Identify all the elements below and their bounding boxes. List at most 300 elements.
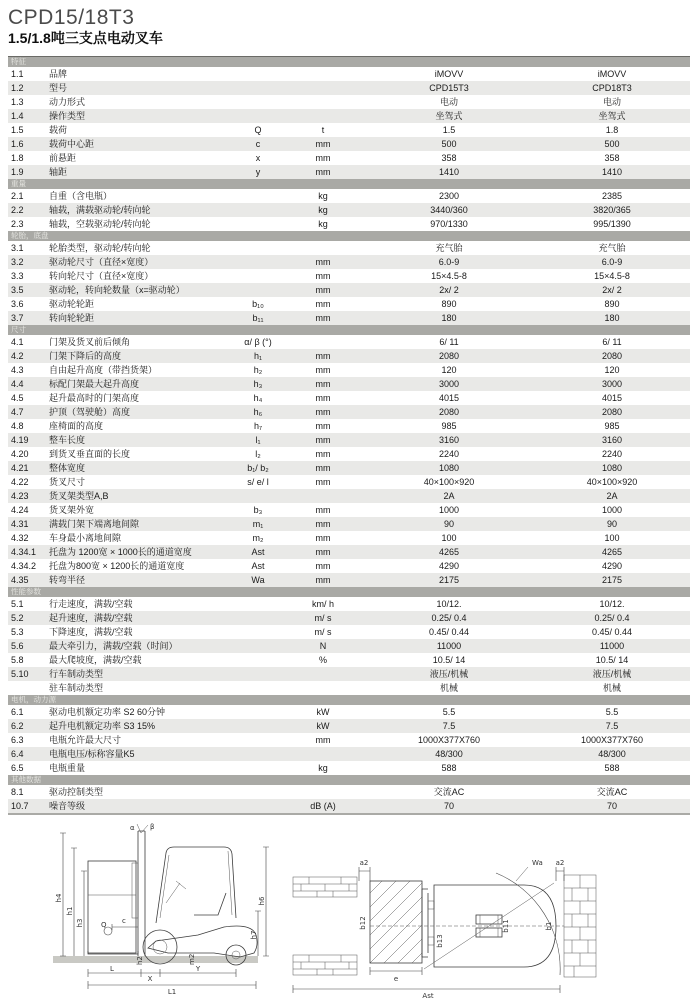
cell-v1: 890 <box>441 299 457 309</box>
cell-v1: iMOVV <box>434 69 464 79</box>
cell-no: 1.2 <box>11 83 24 93</box>
cell-label: 电瓶电压/标称容量K5 <box>49 749 135 759</box>
cell-no: 4.8 <box>11 421 24 431</box>
cell-v1: 2240 <box>438 449 460 459</box>
cell-label: 行车制动类型 <box>49 669 104 679</box>
cell-v2: 1080 <box>601 463 623 473</box>
dim-label-alpha: α <box>130 824 135 832</box>
cell-unit <box>287 241 359 255</box>
cell-v1: 180 <box>441 313 457 323</box>
cell-unit: mm <box>315 575 331 585</box>
cell-symbol <box>229 269 287 283</box>
cell-v1: 10.5/ 14 <box>432 655 466 665</box>
cell-label: 货叉尺寸 <box>49 477 86 487</box>
cell-unit: mm <box>315 547 331 557</box>
cell-no: 4.3 <box>11 365 24 375</box>
cell-no: 4.23 <box>11 491 29 501</box>
cell-label: 整车长度 <box>49 435 86 445</box>
cell-v2: 7.5 <box>605 721 619 731</box>
cell-label: 驱动轮尺寸（直径×宽度） <box>49 257 154 267</box>
cell-unit: kW <box>316 721 330 731</box>
cell-unit <box>287 67 359 81</box>
cell-label: 电瓶重量 <box>49 763 86 773</box>
cell-no: 6.4 <box>11 749 24 759</box>
spec-row <box>8 653 690 667</box>
cell-unit: mm <box>315 153 331 163</box>
spec-row <box>8 349 690 363</box>
cell-v2: 充气胎 <box>598 243 626 253</box>
cell-label: 轮胎类型，驱动轮/转向轮 <box>49 243 151 253</box>
cell-v2: 4265 <box>601 547 623 557</box>
cell-no: 1.5 <box>11 125 24 135</box>
cell-v2: iMOVV <box>597 69 627 79</box>
cell-unit: mm <box>315 365 331 375</box>
cell-v2: 2080 <box>601 407 623 417</box>
cell-v1: 交流AC <box>433 787 465 797</box>
cell-symbol: h₂ <box>253 365 263 375</box>
cell-v2: 2x/ 2 <box>602 285 622 295</box>
cell-no: 1.4 <box>11 111 24 121</box>
spec-table <box>8 56 690 815</box>
cell-unit: t <box>321 125 325 135</box>
cell-label: 载荷中心距 <box>49 139 95 149</box>
cell-no: 3.2 <box>11 257 24 267</box>
cell-v1: 48/300 <box>435 749 463 759</box>
dim-label-a2-left: a2 <box>359 859 369 867</box>
cell-label: 品牌 <box>49 69 68 79</box>
cell-symbol <box>229 733 287 747</box>
spec-row <box>8 597 690 611</box>
spec-row <box>8 297 690 311</box>
cell-v1: 0.45/ 0.44 <box>428 627 470 637</box>
cell-v1: 7.5 <box>442 721 456 731</box>
dim-label-m2: m2 <box>188 953 196 965</box>
cell-v2: 6/ 11 <box>602 337 622 347</box>
cell-label: 起升速度，满载/空载 <box>49 613 133 623</box>
cell-v2: 交流AC <box>596 787 628 797</box>
cell-v2: 1000X377X760 <box>580 735 644 745</box>
cell-v2: 588 <box>604 763 620 773</box>
cell-label: 自由起升高度（带挡货架） <box>49 365 158 375</box>
cell-unit: mm <box>315 435 331 445</box>
cell-v2: 180 <box>604 313 620 323</box>
cell-label: 自重（含电瓶） <box>49 191 113 201</box>
cell-v1: 液压/机械 <box>429 669 469 679</box>
cell-unit: kg <box>318 191 328 201</box>
spec-row <box>8 531 690 545</box>
cell-no: 3.3 <box>11 271 24 281</box>
cell-v1: 985 <box>441 421 457 431</box>
page-title: CPD15/18T3 <box>8 6 135 29</box>
cell-no: 4.4 <box>11 379 24 389</box>
cell-v1: 358 <box>441 153 457 163</box>
cell-v1: 500 <box>441 139 457 149</box>
cell-v2: 1000 <box>601 505 623 515</box>
cell-v2: 10/12. <box>599 599 625 609</box>
cell-symbol <box>229 747 287 761</box>
cell-label: 轴载，空载驱动轮/转向轮 <box>49 219 151 229</box>
cell-unit: mm <box>315 533 331 543</box>
cell-v2: 500 <box>604 139 620 149</box>
cell-no: 3.7 <box>11 313 24 323</box>
cell-unit: mm <box>315 449 331 459</box>
cell-label: 车身最小离地间隙 <box>49 533 122 543</box>
cell-v2: 120 <box>604 365 620 375</box>
spec-row <box>8 667 690 681</box>
cell-v1: 970/1330 <box>430 219 468 229</box>
dim-label-h2: h2 <box>136 956 144 965</box>
forklift-drawings-svg <box>8 823 692 1001</box>
cell-label: 载荷 <box>49 125 68 135</box>
cell-unit <box>287 667 359 681</box>
dim-label-b11: b11 <box>502 919 510 933</box>
cell-symbol: x <box>255 153 261 163</box>
cell-v2: 坐驾式 <box>598 111 626 121</box>
cell-symbol <box>229 761 287 775</box>
cell-v1: 11000 <box>436 641 462 651</box>
cell-v1: 2175 <box>438 575 460 585</box>
cell-no: 5.6 <box>11 641 24 651</box>
cell-symbol <box>229 719 287 733</box>
cell-label: 标配门架最大起升高度 <box>49 379 140 389</box>
cell-no: 3.6 <box>11 299 24 309</box>
cell-label: 座椅面的高度 <box>49 421 104 431</box>
cell-unit: kW <box>316 707 330 717</box>
cell-v1: 10/12. <box>436 599 462 609</box>
cell-unit: mm <box>315 421 331 431</box>
cell-label: 下降速度，满载/空载 <box>49 627 133 637</box>
cell-no: 5.10 <box>11 669 29 679</box>
cell-unit: mm <box>315 313 331 323</box>
spec-row <box>8 611 690 625</box>
spec-row <box>8 391 690 405</box>
cell-v1: 40×100×920 <box>423 477 475 487</box>
cell-no: 5.3 <box>11 627 24 637</box>
cell-symbol: h₆ <box>253 407 263 417</box>
cell-unit <box>287 95 359 109</box>
cell-v2: 40×100×920 <box>586 477 638 487</box>
section-header-bar: 电机，动力源 <box>8 695 690 705</box>
cell-v2: 11000 <box>599 641 625 651</box>
cell-unit: mm <box>315 477 331 487</box>
cell-symbol <box>229 705 287 719</box>
cell-symbol: Q <box>254 125 262 135</box>
cell-no: 4.34.2 <box>11 561 37 571</box>
cell-label: 满载门架下端离地间隙 <box>49 519 140 529</box>
cell-v1: 588 <box>441 763 457 773</box>
cell-symbol: l₁ <box>255 435 261 445</box>
cell-v1: 2300 <box>438 191 460 201</box>
spec-row <box>8 503 690 517</box>
cell-v1: 2A <box>443 491 455 501</box>
cell-symbol <box>229 255 287 269</box>
cell-v2: 1.8 <box>605 125 619 135</box>
cell-label: 电瓶允许最大尺寸 <box>49 735 122 745</box>
cell-symbol: Ast <box>251 547 265 557</box>
cell-no: 2.3 <box>11 219 24 229</box>
cell-symbol <box>229 217 287 231</box>
cell-v2: 995/1390 <box>593 219 631 229</box>
dim-label-b13: b13 <box>436 934 444 948</box>
wall-right <box>564 875 596 977</box>
spec-row <box>8 67 690 81</box>
section-header-bar: 特征 <box>8 57 690 67</box>
cell-label: 托盘为 1200宽 × 1000长的通道宽度 <box>49 547 192 557</box>
dim-label-e: e <box>393 975 399 983</box>
dim-label-h6: h6 <box>258 896 266 906</box>
cell-unit: mm <box>315 257 331 267</box>
cell-label: 动力形式 <box>49 97 86 107</box>
cell-unit: N <box>319 641 327 651</box>
cell-v2: 4290 <box>601 561 623 571</box>
cell-v2: 电动 <box>602 97 621 107</box>
cell-no: 4.22 <box>11 477 29 487</box>
cell-unit: mm <box>315 735 331 745</box>
cell-label: 起升电机额定功率 S3 15% <box>49 721 156 731</box>
cell-no: 4.31 <box>11 519 29 529</box>
cell-v1: 电动 <box>439 97 458 107</box>
cell-no: 4.7 <box>11 407 24 417</box>
cell-symbol <box>229 625 287 639</box>
cell-v2: 2385 <box>601 191 623 201</box>
cell-no: 2.2 <box>11 205 24 215</box>
cell-symbol: Ast <box>251 561 265 571</box>
section-header-bar: 轮胎，底盘 <box>8 231 690 241</box>
cell-unit: mm <box>315 561 331 571</box>
cell-no: 4.20 <box>11 449 29 459</box>
cell-unit: mm <box>315 139 331 149</box>
cell-v2: 15×4.5-8 <box>594 271 630 281</box>
seat <box>194 893 226 915</box>
cell-label: 行走速度，满载/空载 <box>49 599 133 609</box>
cell-no: 4.24 <box>11 505 29 515</box>
cell-v1: 15×4.5-8 <box>431 271 467 281</box>
spec-row <box>8 203 690 217</box>
cell-unit <box>287 747 359 761</box>
cell-v2: CPD18T3 <box>592 83 632 93</box>
spec-row <box>8 123 690 137</box>
cell-symbol <box>229 681 287 695</box>
top-view-drawing <box>293 859 596 1000</box>
wall-top-left <box>293 877 357 897</box>
cell-symbol: h₇ <box>253 421 263 431</box>
cell-symbol <box>229 241 287 255</box>
cell-unit <box>287 109 359 123</box>
spec-row <box>8 639 690 653</box>
dim-label-h1: h1 <box>66 906 74 916</box>
cell-no: 6.2 <box>11 721 24 731</box>
section-header-bar: 其他数据 <box>8 775 690 785</box>
spec-row <box>8 785 690 799</box>
cell-v2: 3820/365 <box>593 205 631 215</box>
dim-label-X: X <box>147 975 153 983</box>
cell-symbol: y <box>255 167 261 177</box>
cell-no: 1.3 <box>11 97 24 107</box>
cell-unit <box>287 81 359 95</box>
section-header-bar: 重量 <box>8 179 690 189</box>
cell-symbol: s/ e/ l <box>247 477 269 487</box>
cell-symbol <box>229 283 287 297</box>
cell-v2: 5.5 <box>605 707 619 717</box>
mast <box>138 831 145 956</box>
cell-symbol: b₁/ b₂ <box>247 463 269 473</box>
dim-label-L: L <box>110 965 114 973</box>
spec-row <box>8 405 690 419</box>
side-view-drawing <box>53 823 269 996</box>
cell-symbol: h₁ <box>253 351 263 361</box>
cell-v2: 0.45/ 0.44 <box>591 627 633 637</box>
cell-no: 6.5 <box>11 763 24 773</box>
cell-symbol <box>229 799 287 813</box>
cell-unit: mm <box>315 505 331 515</box>
spec-row <box>8 241 690 255</box>
page-subtitle: 1.5/1.8吨三支点电动叉车 <box>8 30 163 46</box>
cell-v2: 3000 <box>601 379 623 389</box>
cell-unit: mm <box>315 379 331 389</box>
cell-symbol <box>229 785 287 799</box>
cell-unit: kg <box>318 219 328 229</box>
cell-unit: mm <box>315 285 331 295</box>
cell-v1: 3160 <box>438 435 460 445</box>
cell-symbol <box>229 611 287 625</box>
overhead-guard <box>156 847 236 923</box>
cell-v1: 4265 <box>438 547 460 557</box>
cell-v1: 6/ 11 <box>439 337 459 347</box>
cell-label: 转弯半径 <box>49 575 86 585</box>
cell-symbol <box>229 639 287 653</box>
section-header-bar: 性能参数 <box>8 587 690 597</box>
spec-row <box>8 447 690 461</box>
cell-symbol: b₁₀ <box>252 299 264 309</box>
cell-no: 6.3 <box>11 735 24 745</box>
cell-unit: % <box>318 655 327 665</box>
cell-label: 驱动电机额定功率 S2 60分钟 <box>49 707 166 717</box>
cell-unit <box>287 489 359 503</box>
cell-no: 4.35 <box>11 575 29 585</box>
cell-symbol: h₄ <box>253 393 263 403</box>
load-outline <box>88 861 136 953</box>
spec-row <box>8 681 690 695</box>
cell-label: 驱动控制类型 <box>49 787 104 797</box>
technical-drawings <box>8 823 690 1006</box>
cell-v2: 100 <box>604 533 620 543</box>
spec-row <box>8 705 690 719</box>
cell-v1: 5.5 <box>442 707 456 717</box>
cell-v1: 2080 <box>438 407 460 417</box>
spec-row <box>8 559 690 573</box>
spec-row <box>8 335 690 349</box>
cell-v2: 2240 <box>601 449 623 459</box>
dim-label-beta: β <box>150 823 155 831</box>
spec-row <box>8 255 690 269</box>
cell-v2: 3160 <box>601 435 623 445</box>
cell-unit: mm <box>315 463 331 473</box>
cell-symbol: b₃ <box>253 505 263 515</box>
cell-unit: mm <box>315 351 331 361</box>
cell-v1: 4015 <box>438 393 460 403</box>
cell-label: 整体宽度 <box>49 463 86 473</box>
cell-label: 转向轮尺寸（直径×宽度） <box>49 271 154 281</box>
cell-v2: 2175 <box>601 575 623 585</box>
cell-v2: 70 <box>606 801 617 811</box>
cell-no: 1.6 <box>11 139 24 149</box>
cell-v1: 2x/ 2 <box>439 285 459 295</box>
spec-row <box>8 109 690 123</box>
cell-symbol: c <box>255 139 261 149</box>
dim-label-a2-right: a2 <box>555 859 565 867</box>
cell-symbol: l₂ <box>255 449 261 459</box>
spec-row <box>8 377 690 391</box>
cell-symbol: m₁ <box>252 519 264 529</box>
cell-label: 货叉架外宽 <box>49 505 95 515</box>
cell-no: 6.1 <box>11 707 24 717</box>
spec-row <box>8 517 690 531</box>
cell-unit: km/ h <box>311 599 334 609</box>
cell-no: 4.5 <box>11 393 24 403</box>
cell-symbol <box>229 81 287 95</box>
cell-unit: kg <box>318 763 328 773</box>
cell-v1: 4290 <box>438 561 460 571</box>
cell-v2: 48/300 <box>598 749 626 759</box>
dim-label-h7: h7 <box>250 930 258 940</box>
cell-v1: 机械 <box>439 683 458 693</box>
cell-v1: 1.5 <box>442 125 456 135</box>
section-header-bar: 尺寸 <box>8 325 690 335</box>
cell-label: 操作类型 <box>49 111 86 121</box>
cell-symbol <box>229 597 287 611</box>
dim-label-q: Q <box>101 921 107 929</box>
fork-carriage <box>422 889 428 957</box>
spec-row <box>8 217 690 231</box>
cell-symbol <box>229 67 287 81</box>
cell-v2: 0.25/ 0.4 <box>594 613 630 623</box>
cell-label: 转向轮轮距 <box>49 313 95 323</box>
cell-label: 托盘为800宽 × 1200长的通道宽度 <box>49 561 185 571</box>
cell-label: 驻车制动类型 <box>49 683 104 693</box>
cell-unit: mm <box>315 393 331 403</box>
cell-label: 驱动轮，转向轮数量（x=驱动轮） <box>49 285 185 295</box>
dim-label-b1: b1 <box>545 921 553 931</box>
spec-row <box>8 733 690 747</box>
cell-v1: 1410 <box>438 167 460 177</box>
spec-row <box>8 269 690 283</box>
cell-no: 4.2 <box>11 351 24 361</box>
cell-no: 4.32 <box>11 533 29 543</box>
cell-label: 噪音等级 <box>49 801 86 811</box>
cell-v2: 机械 <box>602 683 621 693</box>
cell-v2: 2080 <box>601 351 623 361</box>
cell-label: 驱动轮轮距 <box>49 299 95 309</box>
cell-v1: 3000 <box>438 379 460 389</box>
cell-v2: 2A <box>606 491 618 501</box>
cell-unit <box>287 335 359 349</box>
cell-label: 最大牵引力，满载/空载（时间） <box>49 641 178 651</box>
cell-v2: 1410 <box>601 167 623 177</box>
cell-symbol <box>229 203 287 217</box>
cell-label: 到货叉垂直面的长度 <box>49 449 131 459</box>
cell-symbol <box>229 653 287 667</box>
cell-v1: 0.25/ 0.4 <box>431 613 467 623</box>
cell-no: 2.1 <box>11 191 24 201</box>
cell-no <box>8 681 49 695</box>
cell-symbol: Wa <box>251 575 265 585</box>
spec-row <box>8 81 690 95</box>
dim-label-h3: h3 <box>76 918 84 928</box>
cell-unit: m/ s <box>314 627 332 637</box>
cell-label: 门架下降后的高度 <box>49 351 122 361</box>
spec-row <box>8 545 690 559</box>
cell-label: 前悬距 <box>49 153 77 163</box>
